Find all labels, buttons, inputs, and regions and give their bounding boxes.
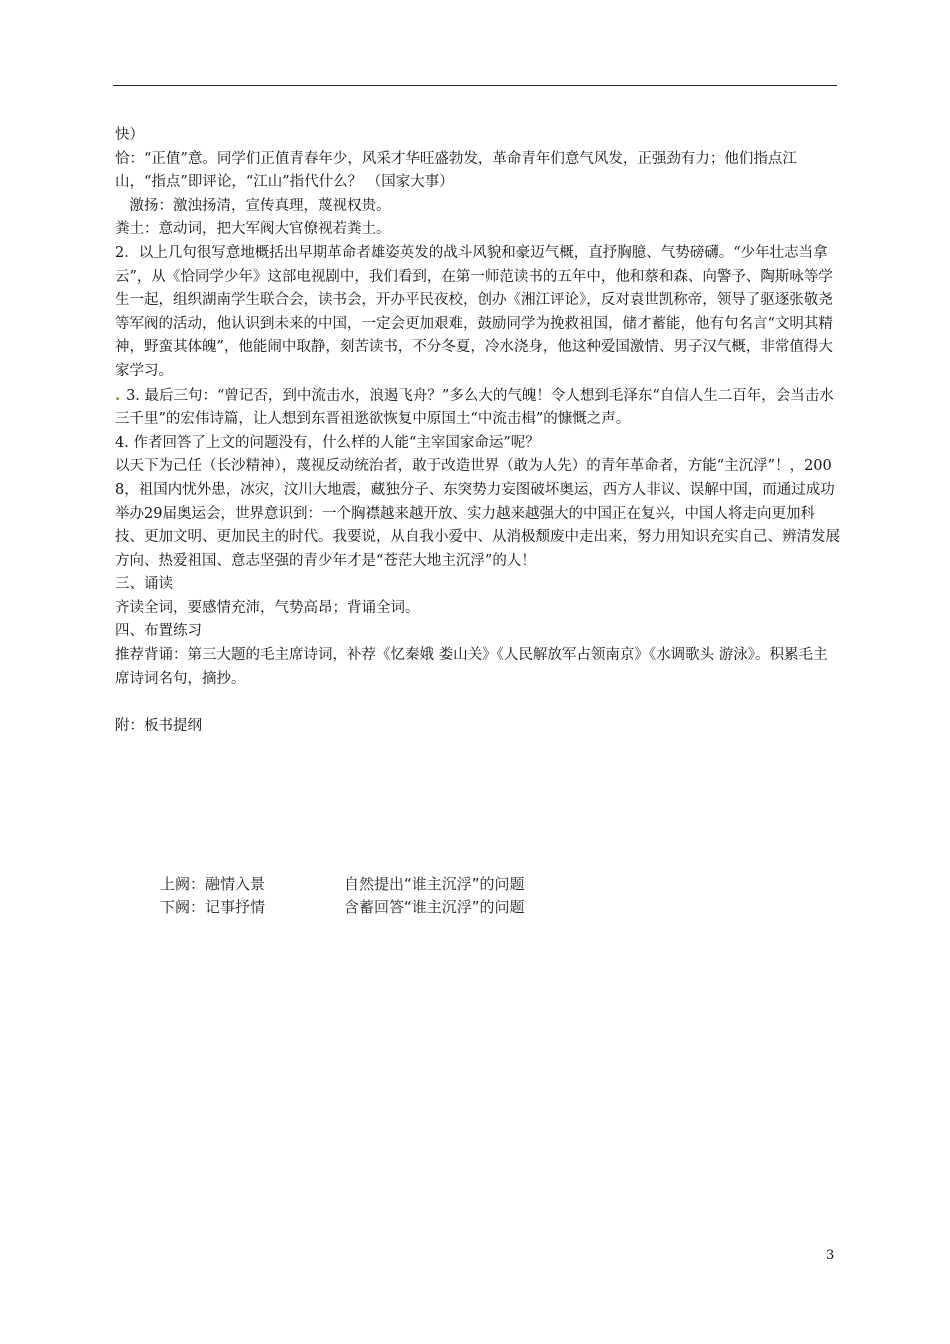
paragraph-5-text: 3. 最后三句：“曾记否，到中流击水，浪遏飞舟？”多么大的气魄！令人想到毛泽东“自信人生二百年，会当击水三千里”的宏伟诗篇，让人想到东晋祖逖欲恢复中原国土“中流击楫”的慷慨之声。 bbox=[115, 387, 834, 428]
outline-row bbox=[160, 873, 525, 896]
appendix-heading: 附：板书提纲 bbox=[115, 717, 202, 734]
bullet-dot-icon: . bbox=[115, 386, 121, 404]
outline-left: 下阙：记事抒情 bbox=[160, 898, 266, 916]
paragraph-3: 粪土：意动词，把大军阀大官僚视若粪土。 bbox=[115, 221, 391, 238]
section-heading-exercise: 四、布置练习 bbox=[115, 623, 202, 640]
paragraph-4: 2．以上几句很写意地概括出早期革命者雄姿英发的战斗风貌和豪迈气概，直抒胸臆、气势磅礴。“少年壮志当拿云”，从《恰同学少年》这部电视剧中，我们看到，在第一师范读书的五年中，他和蔡和森、向警予、陶斯咏等学生一起，组织湖南学生联合会，读书会，开办平民夜校，创办《湘江评论》，反对袁世凯称帝，领导了驱逐张敬尧等军阀的活动，他认识到未来的中国，一定会更加艰难，鼓励同学为挽救祖国，储才蓄能，他有句名言“文明其精神，野蛮其体魄”，他能闹中取静，刻苦读书，不分冬夏，冷水浇身，他这种爱国激情、男子汉气概，非常值得大家学习。 bbox=[115, 244, 833, 379]
paragraph-7: 以天下为己任（长沙精神），蔑视反动统治者，敢于改造世界（敢为人先）的青年革命者，方能“主沉浮”！，2008，祖国内忧外患，冰灾，汶川大地震，藏独分子、东突势力妄图破坏奥运，西方人非议、误解中国，而通过成功举办29届奥运会，世界意识到：一个胸襟越来越开放、实力越来越强大的中国正在复兴，中国人将走向更加科技、更加文明、更加民主的时代。我要说，从自我小爱中、从消极颓废中走出来，努力用知识充实自己、辨清发展方向、热爱祖国、意志坚强的青少年才是“苍茫大地主沉浮”的人！ bbox=[115, 458, 840, 569]
paragraph-11: 推荐背诵：第三大题的毛主席诗词，补荐《忆秦娥 娄山关》《人民解放军占领南京》《水调歌头 游泳》。积累毛主席诗词名句，摘抄。 bbox=[115, 647, 828, 687]
section-heading-recite: 三、诵读 bbox=[115, 576, 173, 593]
paragraph-0: 快） bbox=[115, 127, 144, 143]
paragraph-6: 4. 作者回答了上文的问题没有，什么样的人能“主宰国家命运”呢？ bbox=[115, 434, 540, 451]
outline-row bbox=[160, 896, 525, 919]
paragraph-9: 齐读全词，要感情充沛，气势高昂；背诵全词。 bbox=[115, 599, 420, 616]
outline-right: 自然提出“谁主沉浮”的问题 bbox=[344, 875, 525, 893]
document-body bbox=[115, 124, 840, 738]
paragraph-1: 恰：“正值”意。同学们正值青春年少，风采才华旺盛勃发，革命青年们意气风发，正强劲有力；他们指点江山，“指点”即评论，“江山”指代什么？ （国家大事） bbox=[115, 150, 797, 191]
outline-right: 含蓄回答“谁主沉浮”的问题 bbox=[344, 898, 525, 916]
header-rule bbox=[113, 85, 837, 86]
page-number: 3 bbox=[826, 1248, 835, 1263]
outline-left: 上阙：融情入景 bbox=[160, 875, 266, 893]
paragraph-5 bbox=[115, 384, 840, 432]
board-outline bbox=[160, 873, 525, 919]
paragraph-2: 激扬：激浊扬清，宣传真理，蔑视权贵。 bbox=[115, 197, 391, 214]
